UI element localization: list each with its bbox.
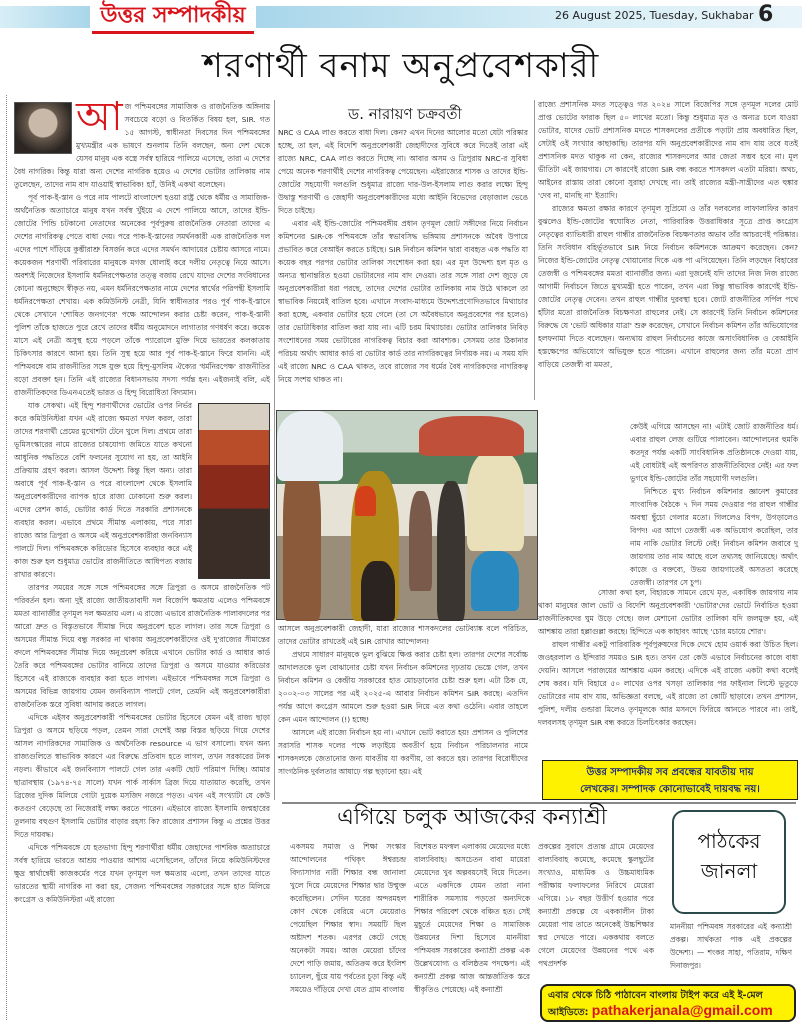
article-column-2 <box>278 126 528 384</box>
email-prompt: এবার থেকে চিঠি পাঠাবেন বাংলায় টাইপ করে এই ই-মেল <box>548 990 763 1001</box>
paragraph: এবার এই ইন্ডি-জোটের পশ্চিমবঙ্গীয় প্রধান তৃণমূল জোট সঙ্গীদের নিয়ে নির্বাচন কমিশনের SIR-কে পশ্চিমবঙ্গে তাঁর স্বভাবসিদ্ধ ভঙ্গিমায় প্রশাসনকে অবৈধ উপায়ে প্রভাবিত করে বেআইন করতে চাইছে। SIR নির্বাচন কমিশন দ্বারা ব্যবহৃত এক পদ্ধতি যা কয়েক বছর পরপর ভোটার তালিকা সংশোধন করা হয়। এর মূল উদ্দেশ্য হল মৃত ও অন্যত্র স্থানান্তরিত হওয়া ভোটারদের নাম বাদ দেওয়া। তার সঙ্গে সারা দেশ জুড়ে যে অনুপ্রবেশকারীরা ধরা পরছে, তাদের দেশের ভোটার তালিকায় নাম উঠে থাকলে তা স্বাভাবিক নিয়মেই বাতিল হবে। এখানে সংবাদ-মাধ্যমে উদ্দেশ্যপ্রণোদিতভাবে মিথ্যাচার করা হচ্ছে, একবার ভোটার হয়ে গেলে (তা সে অবৈধভাবে অনুপ্রবেশের পর হলেও) তার ভোটাধিকার বাতিল করা যায় না। এটি চরম মিথ্যাচার। ভোটার তালিকার নিবিড় সংশোধনের সময় ভোটারের নাগরিকত্ব বিচার করা আবশ্যক। সেসময় তার ঠিকানার পরিচয় অর্থাৎ আধার কার্ড বা ভোটার কার্ড তার নাগরিকত্বের নির্ণায়ক নয়। এ সময় যদি এই রাজ্যে NRC ও CAA থাকত, তবে রাজ্যের সব ধর্মের বৈধ নাগরিকদের নাগরিকত্ব নিয়ে সংশয় থাকত না। <box>278 219 528 384</box>
photo-figure <box>437 481 465 621</box>
reader-window-title: জানলা <box>700 859 758 883</box>
paragraph: আসলে অনুপ্রবেশকারী জেহাদী, যারা রাজ্যের শাসকদলের ভোটব্যাঙ্ক বলে পরিচিত, তাদের ভোটার রাখতেই এই SIR রোখার আন্দোলন! <box>278 624 528 646</box>
email-box <box>540 984 796 1022</box>
disclaimer-line: লেখকের। সম্পাদক কোনোভাবেই দায়বদ্ধ নয়। <box>580 784 760 795</box>
paragraph: এদিকে পশ্চিমবঙ্গে যে হতভাগ্য হিন্দু শরণার্থীরা ধর্মীয় জেহাদের পাশবিক অত্যাচারে সর্বস্ব হারিয়ে ভারতে আশ্রয় পাওয়ার আশায় এসেছিলেন, তাঁদের নিয়ে কমিউনিস্টদের ক্ষুদ্র স্বার্থান্বেষী কাজকর্মের পরে যখন তৃণমূল দল ক্ষমতায় এলো, তখন তাদের যাতে ভারতের স্থায়ী নাগরিক না করা হয়, সেজন্য পশ্চিমবঙ্গের সরকারের সঙ্গে হাত মিলিয়ে কংগ্রেস ও কমিউনিস্টরা এই রাজ্যে <box>14 843 270 904</box>
inset-photo <box>198 403 270 579</box>
kanyashree-column-3: প্রকল্পের সুবাদে প্রত্যন্ত গ্রামে মেয়েদের বাল্যবিবাহ কমেছে, কমেছে স্কুলছুটের সংখ্যাও, মাধ্যমিক ও উচ্চমাধ্যমিক পরীক্ষায় ফলাফলের নিরিখে মেয়েরা এগিয়ে। ১৮ বছর উত্তীর্ণ হওয়ার পরে কন্যাশ্রী প্রকল্পে যে এককালীন টাকা মেয়েরা পায় তাতে অনেকেই উচ্চশিক্ষার স্বপ্ন দেখতে পারে। এককথায় বলতে গেলে মেয়েদের উন্নয়নের পথে এক পথপ্রদর্শক <box>538 842 654 968</box>
paragraph: রাজ্যের ক্ষমতা রক্ষার কারণে তৃণমূল সুপ্রিমো ও তাঁর দলবলের লাফালাফির কারণ বুঝলেও ইন্ডি-জোটের স্বঘোষিত নেতা, পারিবারিক উত্তরাধিকার সূত্রে প্রাপ্ত কংগ্রেস নেতৃত্বের ব্যাভিধারী রাহুল গান্ধীর রাজনৈতিক বিচক্ষণতার অভাব তাঁর আচরণেই পরিষ্কার। তিনি সংবিধান বহির্ভূতভাবে SIR নিয়ে নির্বাচন কমিশনকে আক্রমণ করেছেন। কেন? নিজের ইন্ডি-জোটের নেতৃত্ব খোয়ানোর দিকে এক পা এগিয়েছেন। তিনি লড়ছেন বিহারের তেজস্বী ও পশ্চিমবঙ্গের মমতা ব্যানার্জীর জন্য। এরা দুজনেই যদি তাদের নিজ নিজ রাজ্যে আগামী নির্বাচনে জিতে মুখ্যমন্ত্রী হতে পারেন, তখন এরা কিন্তু স্বাভাবিক কারণেই ইন্ডি-জোটের নেতৃত্ব দেবেন। তখন রাহুল গান্ধীর দুরবস্থা হবে। জোট রাজনীতির সর্পিল পথে হাঁটার মতো রাজনৈতিক বিচক্ষণতা রাহুলের নেই। সে কারণেই তিনি নির্বাচন কমিশনের বিরুদ্ধে যে 'ভোট অধিকার যাত্রা' শুরু করেছেন, সেখানে নির্বাচন কমিশন তাঁর অভিযোগের হলফনামা দিতে বলেছেন। অন্যথায় রাহুল নির্বাচনের কাজে অসাংবিধানিক ও বেআইনি হস্তক্ষেপের অভিযোগে অভিযুক্ত হতে পারেন। এখানে রাহুলের জন্য তাঁর মতো প্রাণ বাড়িয়ে তেজস্বী বা মমতা, <box>538 204 798 369</box>
paragraph: কেউই এগিয়ে আসছেন না! এটাই জোট রাজনীতির ধর্ম। এবার রাহুল লেজ গুটিয়ে পালাবেন। আন্দোলনের হুমকি কতদূর পর্যন্ত একটি সাংবিধানিক প্রতিষ্ঠানকে দেওয়া যায়, এই বোধটাই এই অপরিণত রাজনীতিবিদের নেই! এর ফল ভুগবে ইন্ডি-জোটের তাঁর সহযোগী দলগুলি। <box>630 422 798 483</box>
paragraph: রাহুল গান্ধীর একটু পারিবারিক পূর্বপুরুষদের দিকে দেখে হোম ওয়ার্ক করা উচিত ছিল। জওহরলাল ও ইন্দিরার সময়ও SIR হত। তখন তো কেউ এভাবে নির্বাচনের কাজে বাধা দেয়নি। আসলে পরাজয়ের আশঙ্কায় এমন করছে। এদিকে এই রাজ্যে একটা কথা বলেই শেষ করব। যদি বিহারে ৫০ লাখের ওপর খসড়া তালিকার পর ফাইনাল লিস্টে ভুতুড়ে ভোটারের নাম বাদ যায়, অভিজ্ঞতা বলছে, এই রাজ্যে তা কোটি ছাড়াবে। তখন প্রশাসন, পুলিশ, দলীয় গুন্ডারা মিলেও তৃণমূলকে আর মসনদে ফিরিয়ে আনতে পারবে না। তাই, দলবলসহ তৃণমূল SIR বন্ধ করতে চিলচিৎকার করছেন। <box>538 640 798 727</box>
photo-figure <box>361 561 395 621</box>
refugees-photo <box>276 410 538 620</box>
reader-signature: — শংকর সাহা, পতিরাম, দক্ষিণ দিনাজপুর। <box>670 948 792 970</box>
reader-window-title: পাঠকের <box>697 829 761 853</box>
section-title: উত্তর সম্পাদকীয় <box>92 2 254 34</box>
paragraph: প্রথমে সাধারণ মানুষকে ভুল বুঝিয়ে ক্ষিপ্ত করার চেষ্টা হল। তারপর দেশের সর্বোচ্চ আদালতকে ভুল বোঝানোর চেষ্টা যখন নির্বাচন কমিশনের দৃঢ়তায় ভেস্তে গেল, তখন নির্বাচন কমিশন ও কেন্দ্রীয় সরকারের হাত মোচড়ানোর চেষ্টা শুরু হল। এটা ঠিক যে, ২০০২-০৩ সালের পর এই ২০২৫-এ আবার নির্বাচন কমিশন SIR করছে। এতদিন পর্যন্ত আগে কংগ্রেস আমলে শুরু হওয়া SIR নিয়ে এত কথা ওঠেনি। এবার তাহলে কেন এমন আন্দোলন (!) হচ্ছে! <box>278 650 528 724</box>
photo-figure <box>409 491 432 591</box>
drop-cap: আ <box>76 94 123 140</box>
paragraph: সোজা কথা হল, বিহারকে সামনে রেখে মৃত, একাধিক জায়গায় নাম থাকা মানুষের জাল ভোট ও বিদেশি অনুপ্রবেশকারী 'ভোটার'দের ভোটে নির্বাচিত হওয়া রাজনীতিকদের ঘুম উড়ে গেছে। জল মেশানো ভোটার তালিকা যদি জলমুক্ত হয়, এই আশঙ্কায় তারা হল্লাগুল্লা করছে। হিন্দিতে এক কাহাবৎ আছে 'চোর মচায়ে শোর'। <box>538 588 798 636</box>
disclaimer-box <box>542 760 798 800</box>
article-column-3 <box>538 98 798 420</box>
photo-bundle <box>419 416 524 456</box>
reader-window-box <box>672 810 786 914</box>
article-column-1 <box>14 94 270 980</box>
reader-letter <box>670 920 792 980</box>
disclaimer-line: উত্তর সম্পাদকীয় সব প্রবন্ধের যাবতীয় দায় <box>586 767 754 778</box>
paragraph: পূর্ব পাক-ই-স্তান ও পরে নাম পালটে বাংলাদেশ হওয়া রাষ্ট্র থেকে ধর্মীয় ও সামাজিক-অর্থনৈতিক অত্যাচারে মানুষ যখন সর্বস্ব খুঁইয়ে এ দেশে পালিয়ে আসে, তাদের ইন্ডি-জোটের পিন্ডি চটকানো নেতাদের অনেকের পূর্বপুরুষ রাজনৈতিক নেতারা তাদের এ দেশের নাগরিকত্ব পেতে বাধা দেয়। পরে পাক-ই-স্তানের সমর্থনকারী এক রাজনৈতিক দল এদের পাশে দাঁড়িয়ে কুম্ভীরাশ্রু বিসর্জন করে এদের সমর্থন আদায়ের চেষ্টায় আসরে নামে। কয়েকজন শরণার্থী পরিবারের মানুষকে মগজ ধোলাই করে দলীয় নেতৃত্বে নিয়ে আসে। অবশ্যই নিজেদের ইসলামি ধর্মনিরপেক্ষতার তত্ত্ব বজায় রেখে যাদের দেশের সংবিধানের কোনো অনুচ্ছেদে স্বীকৃত নয়, এমন ধর্মনিরপেক্ষতার নামে দেশের স্বার্থের পরিপন্থী ইসলামি ধর্মনিরপেক্ষতা শেখায়। এক কমিউনিস্ট নেত্রী, যিনি স্বাধীনতার পরও পূর্ব পাক-ই-স্তানে থেকে সেখানে 'শোষিত জনগণের' পক্ষে আন্দোলন করার চেষ্টা করেন, পাক-ই-স্তানী পুলিশ তাঁকে হাজতে পুরে রেখে তাদের ধর্মীয় অনুমোদনে লাগাতার গণধর্ষণ করে। কয়েক মাসে এই নেত্রী অসুস্থ হয়ে পড়লে তাঁকে প্যারোলে মুক্তি দিয়ে ভারতের কলকাতায় চিকিৎসার কারণে আনা হয়। তিনি সুস্থ হয়ে আর পূর্ব পাক-ই-স্তানে ফিরে যাননি। এই পশ্চিমবঙ্গে বাম রাজনীতির সঙ্গে যুক্ত হয়ে হিন্দু-মুসলিম ঐক্যের 'ধর্মনিরপেক্ষ' রাজনীতির বড়ো প্রবক্তা হন। তিনি এই রাজ্যের বিধানসভায় সদস্য পর্যন্ত হন। এইজন্যই বলি, এই রাজনীতিকদের ডিএনএতেই ভারত ও হিন্দু বিরোধিতা বিদ্যমান। <box>14 193 270 397</box>
left-dotted-rule <box>6 95 7 1020</box>
photo-figure <box>355 486 376 516</box>
paragraph: আসলে এই রাজ্যে নির্বাচন হয় না। এখানে ভোট করাতে হয়! প্রশাসন ও পুলিশের সরাসরি শাসক দলের পক্ষে লড়াইয়ে অবতীর্ণ হয়ে নির্বাচন পরিচালনার নামে শাসকদলকে জেতানোর জন্য যাবতীয় যা করণীয়, তা করতে হয়। তারপর বিরোধীদের সাংগঠনিক দুর্বলতার আষাঢ়ে গল্প ছড়ানো হয়। এই <box>278 728 528 776</box>
paragraph: এদিকে এইসব অনুপ্রবেশকারী পশ্চিমবঙ্গের ভোটার হিসেবে যেমন এই রাজ্য ছাড়া ত্রিপুরা ও অসমে ছড়িয়ে পড়ল, তেমন সারা দেশেই অল্প বিস্তর ছড়িয়ে গিয়ে দেশের আসল নাগরিকদের সামাজিক ও অর্থনৈতিক resource এ ভাগ বসালো। যখন অন্য রাজ্যগুলিতে স্বাভাবিক কারণে এর বিরুদ্ধে প্রতিবাদ হতে লাগল, তখন সরকারের টনক নড়ল। কীভাবে এই জনবিন্যাস পালটে গেল তার একটি ছোট পরিমাপ দিচ্ছি। আমার ছাত্রাবস্থায় (১৯৭৪-৭৫ সালে) যখন পার্ক সার্কাস ব্রিজ দিয়ে যাতায়াত করেছি, তখন ব্রিজের দুদিক মিলিয়ে গোটা দুয়েক মসজিদ নজরে পড়ত। এখন এই সংখ্যাটা যে কেউ কতগুণ বেড়েছে তা নিজেরাই লক্ষ্য করতে পারেন। এইভাবে রাজ্যে ইসলামি জন্মহারের তুলনায় বহুগুণ ইসলামি ভোটার বাড়ার রহস্য কি? রাজ্যের প্রশাসন কিন্তু এ প্রশ্নের উত্তর দিতে দায়বদ্ধ। <box>14 713 270 839</box>
email-link[interactable]: pathakerjanala@gmail.com <box>591 1002 773 1018</box>
photo-figure <box>467 451 524 551</box>
date-line: 26 August 2025, Tuesday, Sukhabar <box>555 9 754 22</box>
kanyashree-title: এগিয়ে চলুক আজকের কন্যাশ্রী <box>337 805 607 830</box>
kanyashree-column-2: বিশেষত মফস্বল এলাকায় মেয়েদের মধ্যে বাল্যবিবাহ। অসচেতন বাবা মায়েরা মেয়েদের খুব অল্পবয়সেই বিয়ে দিতেন। এতে একদিকে যেমন তারা নানা শারীরিক সমস্যায় পড়তো অন্যদিকে শিক্ষার পরিবেশ থেকে বঞ্চিত হত। সেই মুহূর্তে মেয়েদের শিক্ষা ও সামাজিক উন্নয়নের দিশা হিসেবে মাননীয়া পশ্চিমবঙ্গ সরকারের কন্যাশ্রী প্রকল্প এক উল্লেখযোগ্য ও বলিষ্ঠতম পদক্ষেপ। এই কন্যাশ্রী প্রকল্প আজ আন্তর্জাতিক স্তরে স্বীকৃতিও পেয়েছে। এই কন্যাশ্রী <box>414 842 530 994</box>
paragraph: জ পশ্চিমবঙ্গের সামাজিক ও রাজনৈতিক অঙ্গিনায় সবচেয়ে বড়ো ও বিতর্কিত বিষয় হল, SIR. গত ১৫ আগস্ট, স্বাধীনতা দিবসের দিন পশ্চিমবঙ্গের মুখ্যমন্ত্রীর এক ভাষণে শুনলাম তিনি বলছেন, অন্য দেশ থেকে যেসব মানুষ এক বস্ত্রে সর্বস্ব হারিয়ে পালিয়ে এসেছে, তারা এ দেশের বৈধ নাগরিক। কিন্তু যারা অন্য দেশের নাগরিক হয়েও এ দেশের ভোটার তালিকায় নাম তুলেছেন, তাদের নাম বাদ যাওয়াই স্বাভাবিক! হ্যাঁ, উনিই একথা বলেছেন। <box>14 102 270 189</box>
author-photo <box>14 102 72 154</box>
photo-figure <box>471 551 519 611</box>
photo-bundle <box>277 411 343 481</box>
column-rule <box>534 100 535 400</box>
reader-letter-text: মাননীয়া পশ্চিমবঙ্গ সরকারের এই কন্যাশ্রী প্রকল্প। সার্থকতা পাক এই প্রকল্পের উদ্দেশ্য। <box>670 922 792 957</box>
article-column-2-lower <box>278 622 528 800</box>
paragraph: রাজ্যে প্রশাসনিক মদত সত্ত্বেও গত ২০২৪ সালে বিজেপির সঙ্গে তৃণমূল দলের মোট প্রাপ্ত ভোটের ফারাক ছিল ৫০ লাখের মতো। কিন্তু শুধুমাত্র মৃত ও অন্যত্র চলে যাওয়া ভোটার, যাদের ভোট প্রশাসনিক মদতে শাসকদলের প্রতীকে পড়াটা প্রায় অবধারিত ছিল, সেটাই ওই সংখ্যার কাছাকাছি। তারপর যদি অনুপ্রবেশকারীদের নাম বাদ যায় তবে যতই প্রশাসনিক মদত থাকুক না কেন, রাজ্যের শাসকদলের আর জেতা সম্ভব হবে না। মূল ভীতিটা এই জায়গায়। সে কারণেই রাজ্যে SIR বন্ধ করতে শাসকদল এতটা মরিয়া। অথচ, আইনের রাস্তায় তারা কোনো সুরাহা দেখছে না। তাই রাজ্যের মন্ত্রী-সান্ত্রীদের এত হুঙ্কার 'দেব না, মানছি না' ইত্যাদি। <box>538 100 798 200</box>
paragraph: যাক সেকথা। এই হিন্দু শরণার্থীদের ভোটের ওপর নির্ভর করে কমিউনিস্টরা যখন এই রাজ্যে ক্ষমতা দখল করল, তারা তাদের শরণার্থী প্রেমের মুখোশটা টেনে খুলে দিল। প্রথমে তারা ভূমিসংস্কারের নামে রাজ্যের চাষযোগ্য জমিতে যাতে কখনো আধুনিক পদ্ধতিতে বেশি ফলনের সুযোগ না হয়, তা আইনি প্রক্রিয়ায় গ্রহণ করল। আসল উদ্দেশ্য কিন্তু ছিল অন্য। তারা অবাধে পূর্ব পাক-ই-স্তান ও পরে বাংলাদেশ থেকে ইসলামি অনুপ্রবেশকারীদের ব্যাপক হারে রাজ্য ঢোকানো শুরু করল। এদের রেশন কার্ড, ভোটার কার্ড দিতে সরকারি প্রশাসনকে ব্যবহার করল। এভাবে প্রথমে সীমান্ত এলাকায়, পরে সারা রাজ্যে আর ত্রিপুরা ও অসমে এই অনুপ্রবেশকারীরা জনবিন্যাস পালটে দিল। পশ্চিমবঙ্গকে করিডোর হিসেবে ব্যবহার করে এই কাজ শুরু হল শুধুমাত্র ভোটের রাজনীতিতে আধিপত্য বজায় রাখার কারণে। <box>14 401 192 579</box>
paragraph: নিশ্চিতে মুখ্য নির্বাচন কমিশনার জ্ঞানেশ কুমারের সাংবাদিক বৈঠকে ৭ দিন সময় দেওয়ার পর রাহুল গান্ধীর অবস্থা ছুঁচো গেলার মতো। গিললেও বিপদ, উগড়ালেও বিপদ! এর আগে তেজস্বী এক অভিযোগ করেছিল, তার নাম নাকি ভোটার লিস্টে নেই! নির্বাচন কমিশন জবাবে দু জায়গায় তার নাম আছে বলে তথ্যসহ জানিয়েছে। অর্থাৎ কাজে ও বক্তব্যে, উভয় জায়গাতেই অসততা করেছে তেজস্বী। তারপর সে চুপ। <box>630 487 798 587</box>
masthead-bar-left <box>0 6 90 28</box>
paragraph: তারপর সময়ের সঙ্গে সঙ্গে পশ্চিমবঙ্গের সঙ্গে ত্রিপুরা ও অসমে রাজনৈতিক পট পরিবর্তন হল। অন্য দুই রাজ্যে জাতীয়তাবাদী দল বিজেপি ক্ষমতায় এলেও পশ্চিমবঙ্গে মমতা ব্যানার্জীর তৃণমূল দল ক্ষমতায় এল। এ রাজ্যে এভাবে রাজনৈতিক পালাবদলের পর আরো দ্রুত ও বিস্তৃতভাবে সীমান্ত দিয়ে অনুপ্রবেশ হতে লাগল। তার সঙ্গে ত্রিপুরা ও অসমের সীমান্ত দিয়ে বন্ধু সরকার না থাকায় অনুপ্রবেশকারীদের ওই দু'রাজ্যের সীমান্তের বদলে পশ্চিমবঙ্গের সীমান্ত দিয়ে অনুপ্রবেশ করিয়ে এখানে ভোটার কার্ড ও আধার কার্ড তৈরি করে পশ্চিমবঙ্গের ভোটার বানিয়ে তাদের ত্রিপুরা ও অসমে যাওয়ার করিডোর হিসেবে এই রাজ্যকে ব্যবহার করা হতে লাগল। এইভাবে পশ্চিমবঙ্গর সঙ্গে ত্রিপুরা ও অসমের বিভিন্ন জায়গায় যেমন জনবিন্যাস পালটে গেল, তেমনি এই অনুপ্রবেশকারীরা রাজনৈতিক স্তরে সুবিধা আদায় করতে লাগল। <box>14 583 270 709</box>
article-column-3-lower <box>538 586 798 756</box>
byline: ড. নারায়ণ চক্রবর্তী <box>348 105 462 123</box>
masthead <box>0 0 802 38</box>
paragraph: NRC ও CAA লাগু করতে বাধা দিল। কেন? এখন দিনের আলোর মতো যেটা পরিষ্কার হচ্ছে, তা হল, এই বিদেশি অনুপ্রবেশকারী জেহাদীদের সুবিধে করে দিতেই তারা এই রাজ্যে NRC, CAA লাগু করতে দিচ্ছে না। আবার অসম ও ত্রিপুরায় NRC-র সুবিধা পেয়ে অনেক শরণার্থীই দেশের নাগরিকত্ব পেয়েছেন। এইরাজ্যের শাসক ও তাদের ইন্ডি-জোটের সহযোগী দলগুলি শুধুমাত্র রাজ্যে দার-উল-ইসলাম লাগু করার লক্ষ্যে হিন্দু উদ্বাস্তু শরণার্থী ও জেহাদী অনুপ্রবেশকারীদের মধ্যে আইনি বিভেদের বেড়াজাল ভেঙে দিতে চাইছে। <box>278 128 528 215</box>
email-prompt-label: আইডিতে: <box>548 1007 589 1018</box>
article-headline: শরণার্থী বনাম অনুপ্রবেশকারী <box>202 46 600 86</box>
kanyashree-column-1: একসময় সমাজ ও শিক্ষা সংস্কার আন্দোলনের পথিকৃৎ ঈশ্বরচন্দ্র বিদ্যাসাগর নারী শিক্ষার বন্ধ জানালা খুলে দিয়ে মেয়েদের শিক্ষার দ্বার উন্মুক্ত করেছিলেন। সেদিন ঘরের অন্দরমহল কোণ থেকে বেরিয়ে এসে মেয়েরাও পেয়েছিল শিক্ষার স্বাদ। সময়টি ছিল অষ্টাদশ শতক। এরপর কেটে গেছে অনেকটা সময়। আজ মেয়েরা চাঁদের দেশে পাড়ি জমায়, অতিক্রম করে ইংলিশ চ্যানেল, ছুঁয়ে যায় পর্বতের চূড়া কিন্তু এই সময়েও দাঁড়িয়ে দেখা যেত গ্রাম বাংলায় <box>290 842 406 994</box>
article-column-3-wrap <box>630 420 798 587</box>
column-rule <box>274 100 275 800</box>
page-number: 6 <box>758 2 774 27</box>
